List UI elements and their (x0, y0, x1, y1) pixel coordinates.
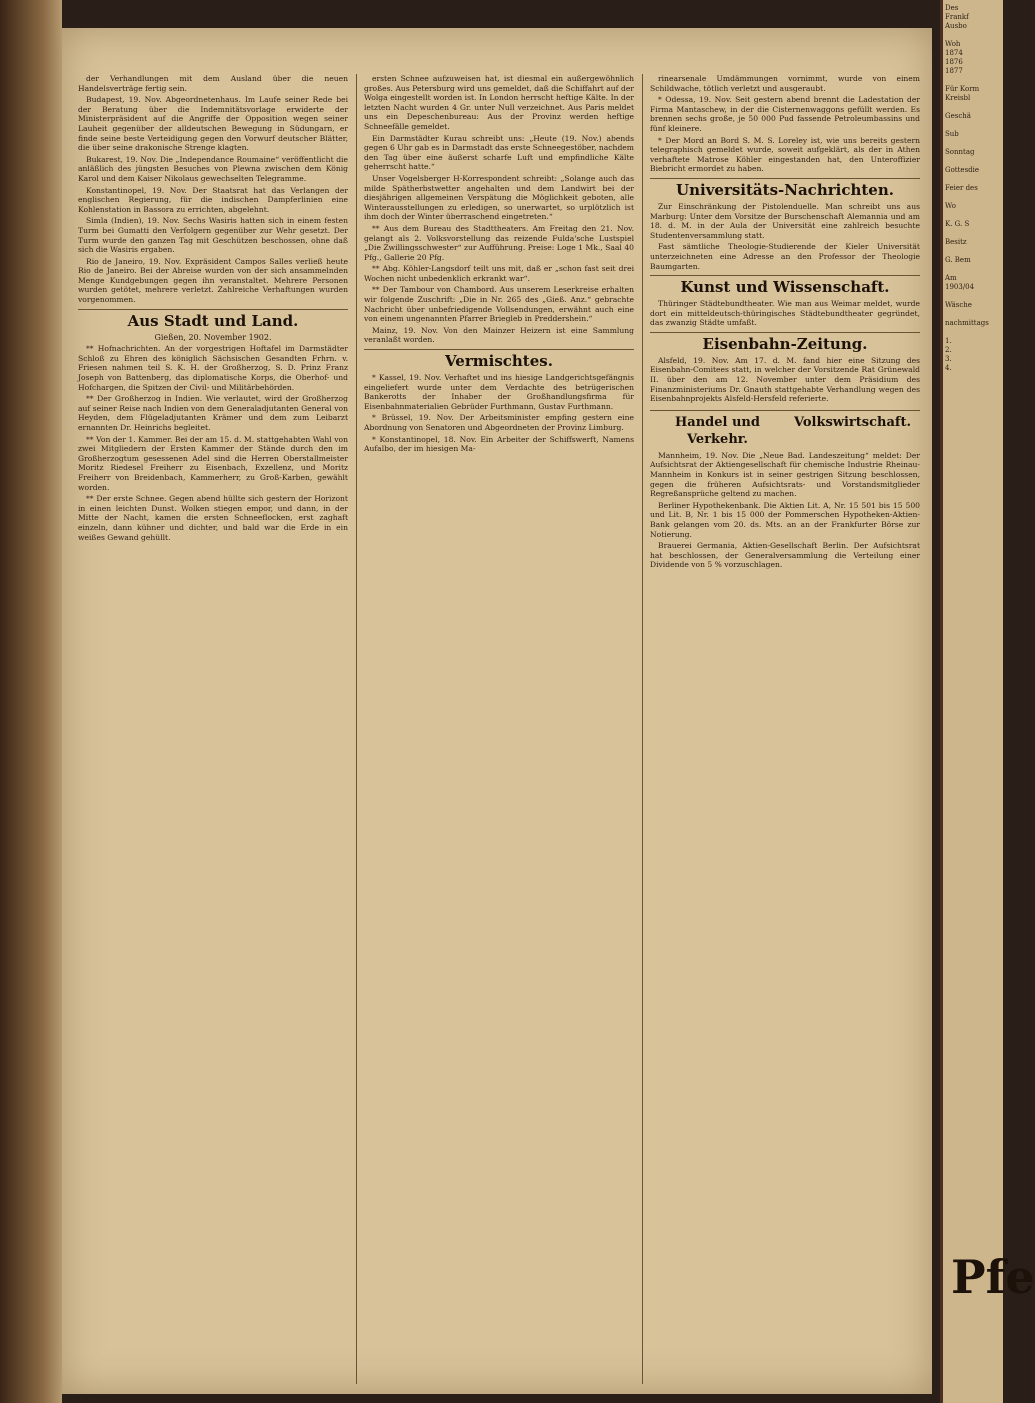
article-paragraph: Konstantinopel, 19. Nov. Der Staatsrat hat das Verlangen der englischen Regierung, für die indischen Dampferlinien eine Kohlenstation in Bassora zu errichten, abgelehnt. (78, 185, 348, 214)
newspaper-page (62, 28, 932, 1394)
article-paragraph: ** Der Großherzog in Indien. Wie verlautet, wird der Großherzog auf seiner Reise nach Indien von dem Generaladjutanten General von Heyden, dem Flügeladjutanten Krämer und dem zum Leibarzt ernannten Dr. Heinrichs begleitet. (78, 394, 348, 432)
adjacent-page-advert-word: Pfe (951, 1250, 1035, 1304)
book-spine (0, 0, 62, 1403)
column-3 (650, 74, 920, 1384)
article-paragraph: Mainz, 19. Nov. Von den Mainzer Heizern ist eine Sammlung veranlaßt worden. (364, 325, 634, 345)
article-paragraph: * Kassel, 19. Nov. Verhaftet und ins hiesige Landgerichtsgefängnis eingeliefert wurde unter dem Verdachte des betrügerischen Bankerotts der Inhaber der Großhandlungsfirma für Eisenbahnmaterialien Gebrüder Furthmann, Gustav Furthmann. (364, 373, 634, 411)
section-heading: Handel und Verkehr. (650, 410, 785, 448)
article-paragraph: ** Abg. Köhler-Langsdorf teilt uns mit, daß er „schon fast seit drei Wochen nicht unbedenklich erkrankt war“. (364, 264, 634, 283)
article-paragraph: Brauerei Germania, Aktien-Gesellschaft Berlin. Der Aufsichtsrat hat beschlossen, der Generalversammlung die Verteilung einer Dividende von 5 % vorzuschlagen. (650, 541, 920, 570)
article-paragraph: * Der Mord an Bord S. M. S. Loreley ist, wie uns bereits gestern telegraphisch gemeldet wurde, soweit aufgeklärt, als der in Athen verhaftete Matrose Köhler eingestanden hat, den Unteroffizier Biebricht ermordet zu haben. (650, 135, 920, 174)
article-paragraph: * Brüssel, 19. Nov. Der Arbeitsminister empfing gestern eine Abordnung von Senatoren und Abgeordneten der Provinz Limburg. (364, 413, 634, 432)
article-paragraph: Fast sämtliche Theologie-Studierende der Kieler Universität unterzeichneten eine Adresse an den Professor der Theologie Baumgarten. (650, 242, 920, 271)
article-paragraph: ** Der Tambour von Chambord. Aus unserem Leserkreise erhalten wir folgende Zuschrift: „Die in Nr. 265 des „Gieß. Anz.“ gebrachte Nachricht über unbefriedigende Vollsendungen, erwähnt auch eine von einem ungenannten Pfarrer Briegleb in Preddershein.“ (364, 285, 634, 324)
article-paragraph: Unser Vogelsberger H-Korrespondent schreibt: „Solange auch das milde Spätherbstwetter angehalten und dem Landwirt bei der diesjährigen allgemeinen Verspätung die Möglichkeit geboten, alle Winterausstellungen zu erledigen, so unerwartet, so urplötzlich ist ihm doch der Winter überraschend eingetreten.“ (364, 173, 634, 222)
article-paragraph: Ein Darmstädter Kurau schreibt uns: „Heute (19. Nov.) abends gegen 6 Uhr gab es in Darmstadt das erste Schneegestöber, nachdem den Tag über eine äußerst scharfe Luft und empfindliche Kälte geherrscht hatte.“ (364, 133, 634, 172)
article-paragraph: Rio de Janeiro, 19. Nov. Expräsident Campos Salles verließ heute Rio de Janeiro. Bei der Abreise wurden von der sich ansammelnden Menge Kundgebungen gegen ihn veranstaltet. Mehrere Personen wurden getötet, mehrere verletzt. Zahlreiche Verhaftungen wurden vorgenommen. (78, 256, 348, 305)
article-paragraph: Berliner Hypothekenbank. Die Aktien Lit. A, Nr. 15 501 bis 15 500 und Lit. B, Nr. 1 bis 15 000 der Pommerschen Hypotheken-Aktien-Bank gelangen vom 20. ds. Mts. an an der Frankfurter Börse zur Notierung. (650, 500, 920, 539)
section-heading: Volkswirtschaft. (785, 410, 920, 448)
article-paragraph: Mannheim, 19. Nov. Die „Neue Bad. Landeszeitung“ meldet: Der Aufsichtsrat der Aktiengesellschaft für chemische Industrie Rheinau-Mannheim in Konkurs ist in seiner gestrigen Sitzung beschlossen, gegen die früheren Aufsichtsrats- und Vorstandsmitglieder Regreßansprüche geltend zu machen. (650, 450, 920, 499)
adjacent-page-text: Des Frankf Ausbo Woh 1874 1876 1877 Für Korm Kreisbl Geschä Sub Sonntag Gottesdie Feier des Wo K. G. S Besitz G. Bem Am 1903/04 Wäsche nachmittags 1. 2. 3. 4. (945, 4, 989, 372)
article-paragraph: ersten Schnee aufzuweisen hat, ist diesmal ein außergewöhnlich großes. Aus Petersburg wird uns gemeldet, daß die Schiffahrt auf der Wolga eingestellt worden ist. In London herrscht heftige Kälte. In der letzten Nacht wurden 4 Gr. unter Null verzeichnet. Aus Paris meldet uns ein Depeschenbureau: Aus der Provinz werden heftige Schneefälle gemeldet. (364, 74, 634, 131)
article-paragraph: ** Von der 1. Kammer. Bei der am 15. d. M. stattgehabten Wahl von zwei Mitgliedern der Ersten Kammer der Stände durch den im Großherzogtum gesessenen Adel sind die Herren Oberstallmeister Moritz Riedesel Freiherr zu Eisenbach, Exzellenz, und Moritz Freiherr von Breidenbach, Kammerherr, zu Groß-Karben, gewählt worden. (78, 434, 348, 492)
section-heading: Kunst und Wissenschaft. (650, 275, 920, 296)
article-paragraph: * Odessa, 19. Nov. Seit gestern abend brennt die Ladestation der Firma Mantaschew, in der die Cisternenwaggons gefüllt werden. Es brennen sechs große, je 50 000 Pud fassende Petroleumbassins und fünf kleinere. (650, 95, 920, 133)
article-paragraph: der Verhandlungen mit dem Ausland über die neuen Handelsverträge fertig sein. (78, 74, 348, 93)
column-1 (78, 74, 348, 1384)
column-rule (356, 74, 357, 1384)
article-paragraph: rinearsenale Umdämmungen vornimmt, wurde von einem Schildwache, tötlich verletzt und ausgeraubt. (650, 74, 920, 93)
dateline: Gießen, 20. November 1902. (154, 332, 272, 342)
article-paragraph: Budapest, 19. Nov. Abgeordnetenhaus. Im Laufe seiner Rede bei der Beratung über die Indemnitätsvorlage erwiderte der Ministerpräsident auf die Angriffe der Opposition wegen seiner Lauheit gegenüber der alldeutschen Bewegung in Südungarn, er finde seine beste Verteidigung gegen den Vorwurf deutscher Blätter, die über seine drakonische Strenge klagten. (78, 95, 348, 153)
article-paragraph: Bukarest, 19. Nov. Die „Independance Roumaine“ veröffentlicht die anläßlich des jüngsten Besuches von Plewna zwischen dem König Karol und dem Kaiser Nikolaus gewechselten Telegramme. (78, 154, 348, 183)
article-paragraph: Simla (Indien), 19. Nov. Sechs Wasiris hatten sich in einem festen Turm bei Gumatti den Verfolgern gegenüber zur Wehr gesetzt. Der Turm wurde den ganzen Tag mit Geschützen beschossen, ohne daß sich die Wasiris ergaben. (78, 216, 348, 255)
article-paragraph: ** Aus dem Bureau des Stadttheaters. Am Freitag den 21. Nov. gelangt als 2. Volksvorstellung das reizende Fulda'sche Lustspiel „Die Zwillingsschwester“ zur Aufführung. Preise: Loge 1 Mk., Saal 40 Pfg., Gallerie 20 Pfg. (364, 223, 634, 262)
article-paragraph: Zur Einschränkung der Pistolenduelle. Man schreibt uns aus Marburg: Unter dem Vorsitze der Burschenschaft Alemannia und am 18. d. M. in der Aula der Universität eine zahlreich besuchte Studentenversammlung statt. (650, 201, 920, 240)
section-heading: Eisenbahn-Zeitung. (650, 332, 920, 353)
column-2 (364, 74, 634, 1384)
article-paragraph: * Konstantinopel, 18. Nov. Ein Arbeiter der Schiffswerft, Namens Aufalbo, der im hiesigen Ma- (364, 434, 634, 454)
article-paragraph: Alsfeld, 19. Nov. Am 17. d. M. fand hier eine Sitzung des Eisenbahn-Comitees statt, in welcher der Vorsitzende Rat Grünewald II. über den am 12. November unter dem Präsidium des Finanzministeriums Dr. Gnauth stattgehabte Verhandlung wegen des Eisenbahnprojekts Alsfeld-Hersfeld referierte. (650, 355, 920, 404)
section-heading: Vermischtes. (364, 349, 634, 370)
section-heading: Universitäts-Nachrichten. (650, 178, 920, 199)
section-heading: Aus Stadt und Land. (78, 309, 348, 330)
article-paragraph: ** Der erste Schnee. Gegen abend hüllte sich gestern der Horizont in einen leichten Dunst. Wolken stiegen empor, und dann, in der Mitte der Nacht, kamen die ersten Schneeflocken, erst zaghaft einzeln, dann kühner und dichter, und bald war die Erde in ein weißes Gewand gehüllt. (78, 494, 348, 542)
adjacent-page-edge (940, 0, 1035, 1403)
article-paragraph: ** Hofnachrichten. An der vorgestrigen Hoftafel im Darmstädter Schloß zu Ehren des königlich Sächsischen Gesandten Frhrn. v. Friesen nahmen teil S. K. H. der Großherzog, S. D. Prinz Franz Joseph von Battenberg, das diplomatische Korps, die Oberhof- und Hofchargen, die Spitzen der Civil- und Militärbehörden. (78, 344, 348, 392)
section-heading-pair (650, 406, 920, 451)
article-paragraph: Thüringer Städtebundtheater. Wie man aus Weimar meldet, wurde dort ein mitteldeutsch-thüringisches Städtebundtheater gegründet, das zwanzig Städte umfaßt. (650, 299, 920, 328)
column-rule (642, 74, 643, 1384)
